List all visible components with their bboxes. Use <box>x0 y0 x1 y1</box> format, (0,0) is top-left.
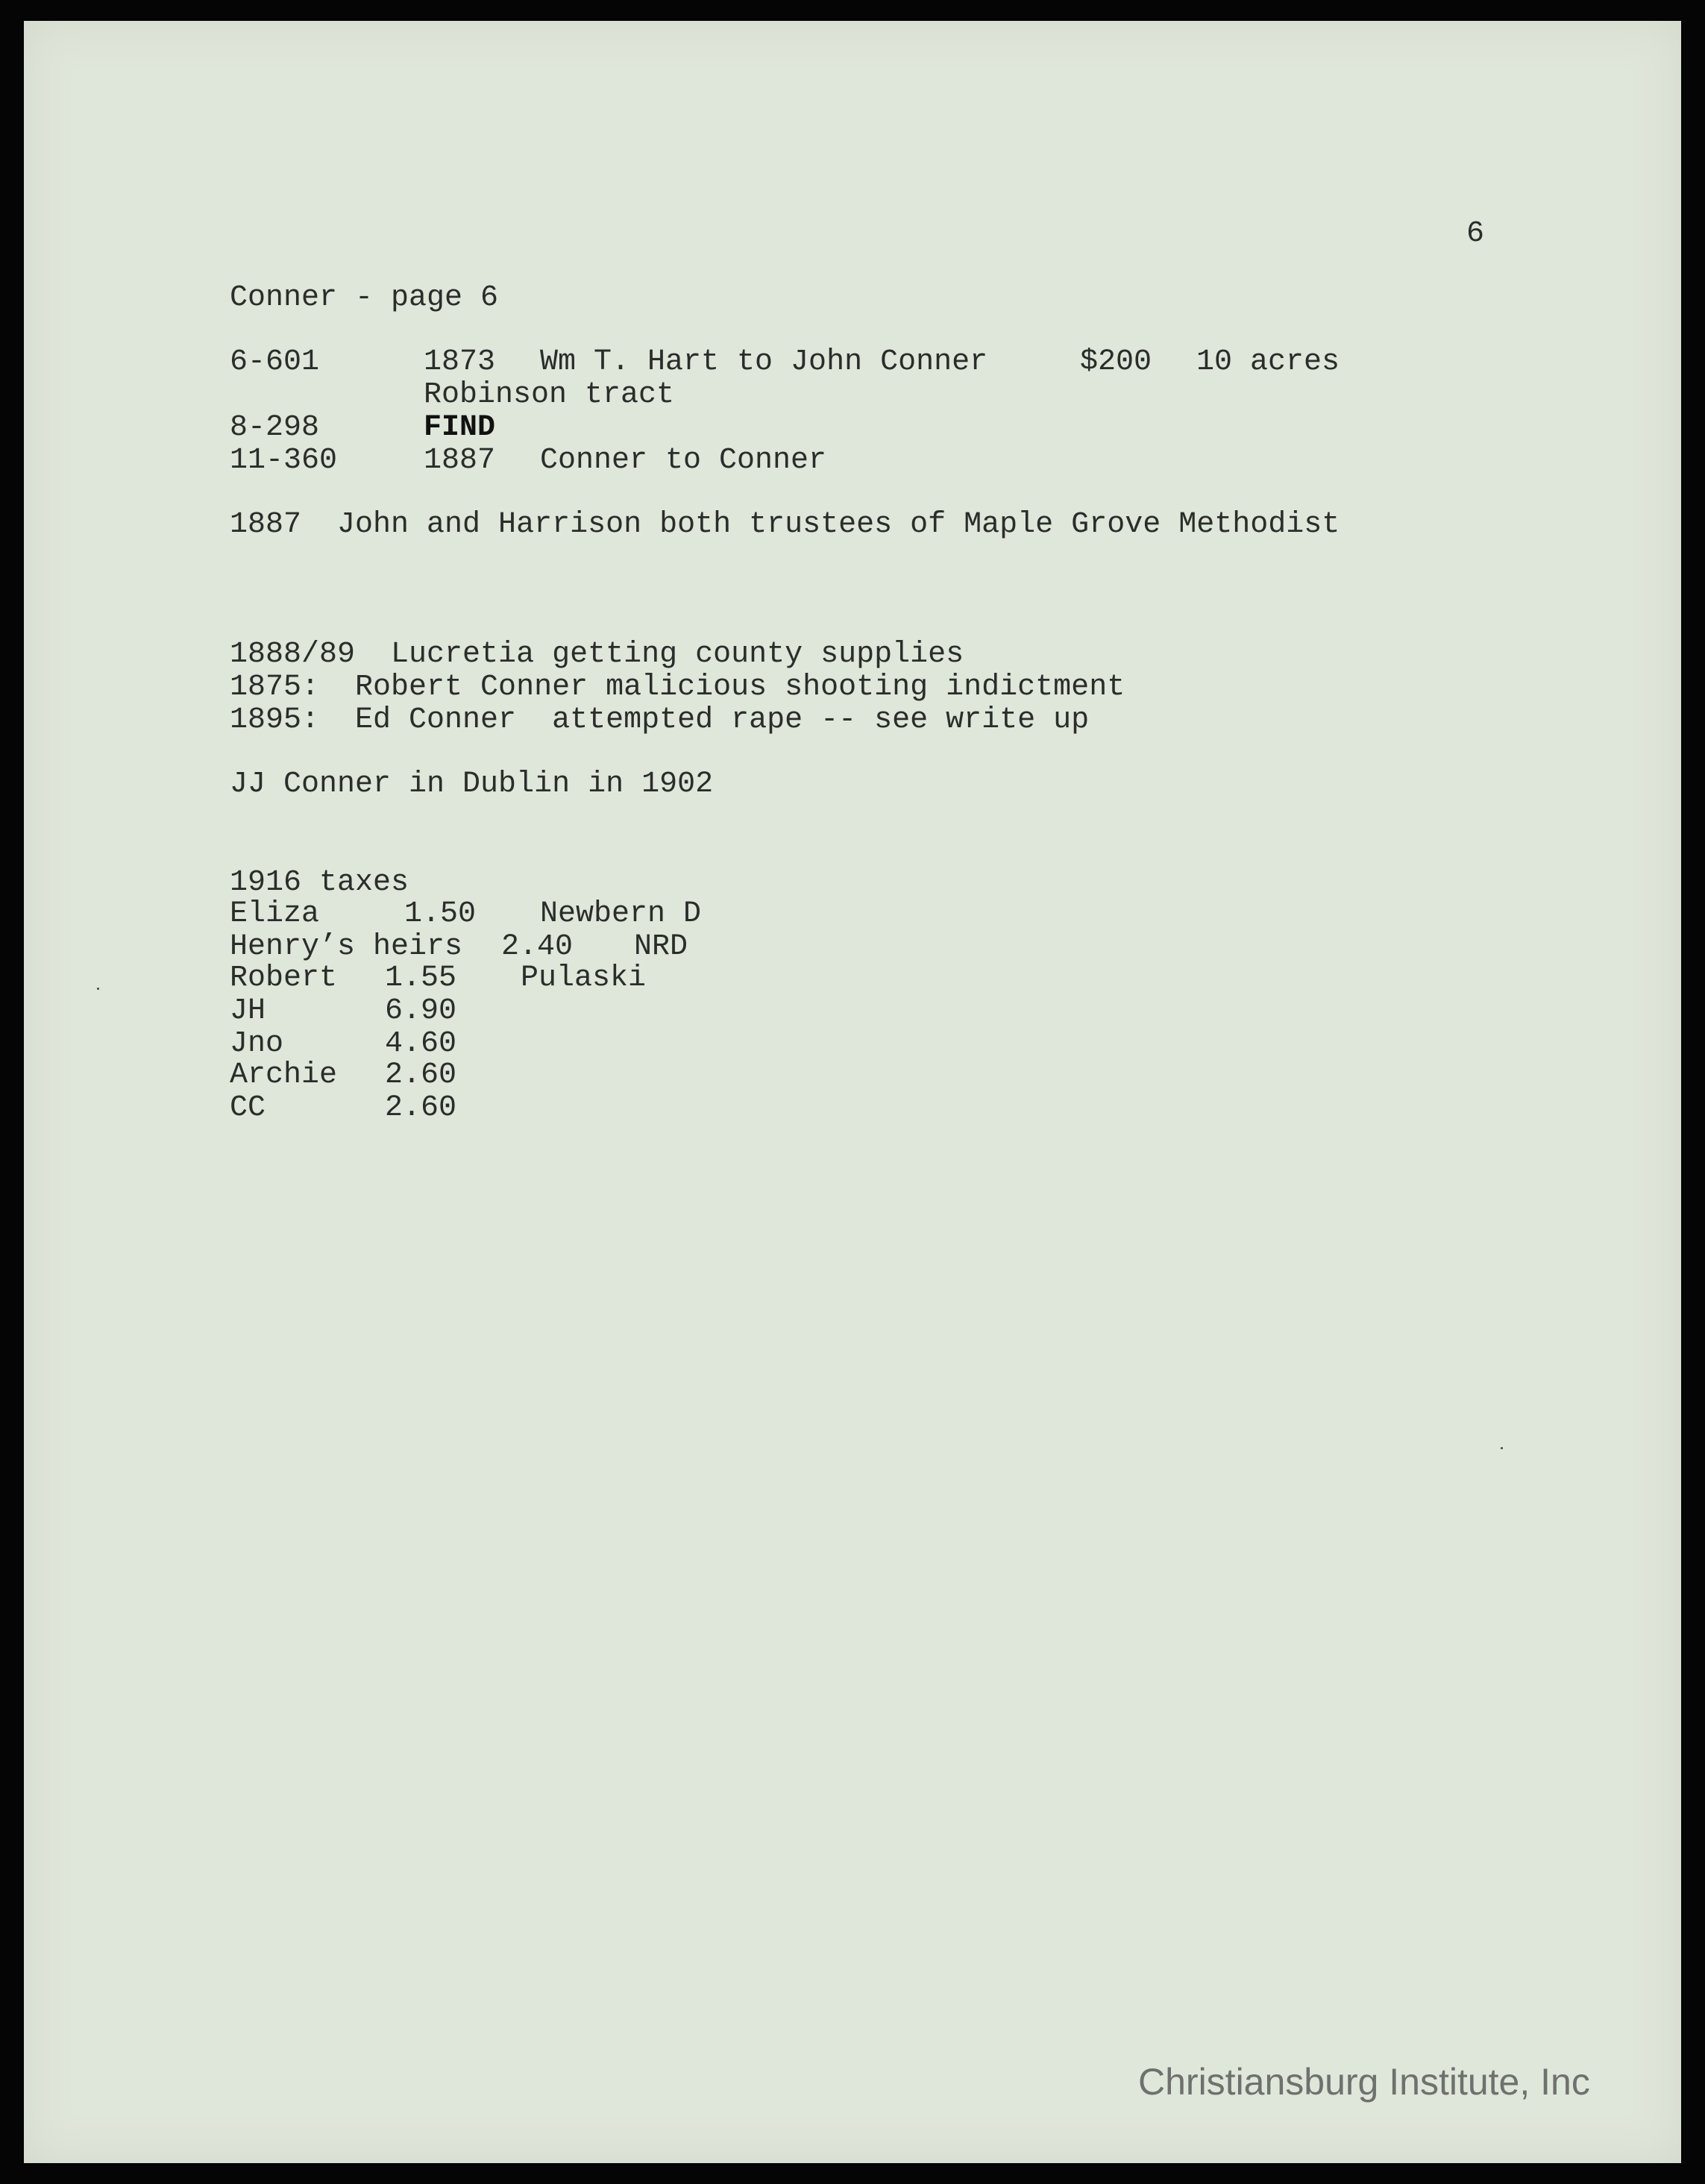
dublin-note: JJ Conner in Dublin in 1902 <box>230 768 714 801</box>
deed-find-note: FIND <box>424 411 496 445</box>
tax-name: Jno <box>230 1027 284 1061</box>
tax-name: JH <box>230 994 266 1028</box>
institution-watermark: Christiansburg Institute, Inc <box>1138 2061 1590 2103</box>
deed-ref: 6-601 <box>230 345 320 379</box>
tax-amount: 2.60 <box>385 1091 457 1125</box>
deed-text: Wm T. Hart to John Conner <box>540 345 988 379</box>
tax-place: Pulaski <box>521 961 647 995</box>
tax-name: Archie <box>230 1058 338 1092</box>
event-line: 1895: Ed Conner attempted rape -- see write up <box>230 703 1090 737</box>
tax-place: Newbern D <box>540 897 702 931</box>
tax-place: NRD <box>634 930 688 964</box>
paper-speck <box>1501 1447 1503 1449</box>
tax-amount: 1.55 <box>385 961 457 995</box>
tax-name: Henry’s heirs <box>230 930 463 964</box>
deed-year: 1887 <box>424 444 496 477</box>
tax-name: Eliza <box>230 897 320 931</box>
deed-year: 1873 <box>424 345 496 379</box>
page-number: 6 <box>1466 217 1485 251</box>
tax-amount: 6.90 <box>385 994 457 1028</box>
tax-name: CC <box>230 1091 266 1125</box>
tax-amount: 4.60 <box>385 1027 457 1061</box>
deed-acreage: 10 acres <box>1196 345 1340 379</box>
event-line: 1888/89 Lucretia getting county supplies <box>230 638 964 671</box>
tax-amount: 2.40 <box>501 930 574 964</box>
deed-amount: $200 <box>1080 345 1152 379</box>
deed-text: Conner to Conner <box>540 444 827 477</box>
taxes-title: 1916 taxes <box>230 866 409 900</box>
deed-ref: 8-298 <box>230 411 320 445</box>
deed-continuation: Robinson tract <box>424 378 675 412</box>
trustees-note: 1887 John and Harrison both trustees of Maple Grove Methodist <box>230 508 1340 542</box>
tax-amount: 2.60 <box>385 1058 457 1092</box>
deed-ref: 11-360 <box>230 444 338 477</box>
event-line: 1875: Robert Conner malicious shooting indictment <box>230 671 1125 704</box>
page-heading: Conner - page 6 <box>230 281 499 315</box>
paper-speck <box>97 988 99 990</box>
tax-name: Robert <box>230 961 338 995</box>
document-page <box>24 21 1681 2163</box>
tax-amount: 1.50 <box>404 897 477 931</box>
